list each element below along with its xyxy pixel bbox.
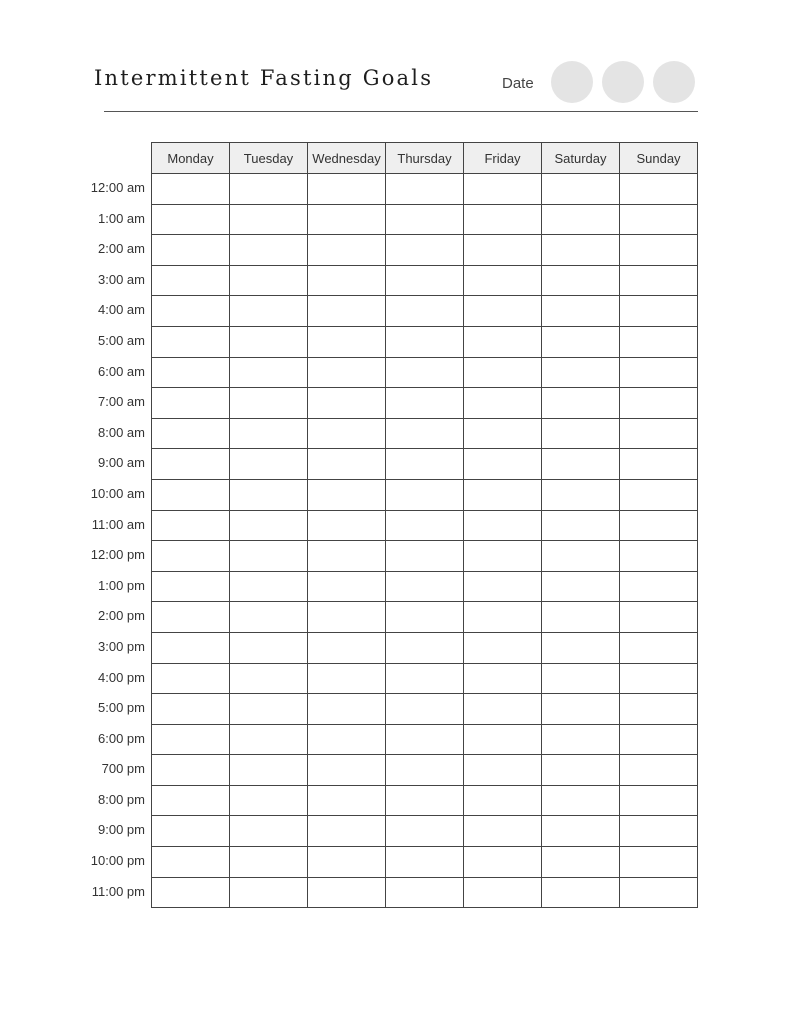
time-label: 1:00 pm bbox=[98, 577, 145, 593]
hour-cell-sunday[interactable] bbox=[620, 663, 698, 694]
hour-cell-sunday[interactable] bbox=[620, 296, 698, 327]
hour-row bbox=[152, 663, 698, 694]
hour-row bbox=[152, 632, 698, 663]
hour-cell-friday[interactable] bbox=[464, 174, 542, 205]
hour-cell-friday[interactable] bbox=[464, 204, 542, 235]
hour-cell-tuesday[interactable] bbox=[230, 632, 308, 663]
hour-cell-tuesday[interactable] bbox=[230, 816, 308, 847]
hour-cell-monday[interactable] bbox=[152, 847, 230, 878]
time-label: 3:00 pm bbox=[98, 638, 145, 654]
hour-row bbox=[152, 265, 698, 296]
hour-cell-sunday[interactable] bbox=[620, 265, 698, 296]
hour-cell-thursday[interactable] bbox=[386, 479, 464, 510]
hour-cell-friday[interactable] bbox=[464, 694, 542, 725]
hour-row bbox=[152, 479, 698, 510]
hour-cell-saturday[interactable] bbox=[542, 571, 620, 602]
hour-cell-thursday[interactable] bbox=[386, 694, 464, 725]
time-label: 9:00 am bbox=[98, 455, 145, 471]
time-label: 11:00 am bbox=[91, 516, 145, 532]
hour-cell-friday[interactable] bbox=[464, 449, 542, 480]
hour-cell-saturday[interactable] bbox=[542, 449, 620, 480]
hour-cell-saturday[interactable] bbox=[542, 326, 620, 357]
hour-cell-tuesday[interactable] bbox=[230, 235, 308, 266]
hour-cell-monday[interactable] bbox=[152, 632, 230, 663]
hour-row bbox=[152, 847, 698, 878]
hour-cell-monday[interactable] bbox=[152, 602, 230, 633]
hour-cell-saturday[interactable] bbox=[542, 418, 620, 449]
hour-row bbox=[152, 816, 698, 847]
hour-cell-monday[interactable] bbox=[152, 571, 230, 602]
hour-row bbox=[152, 388, 698, 419]
time-label: 10:00 pm bbox=[90, 853, 145, 869]
page-title: Intermittent Fasting Goals bbox=[94, 66, 434, 90]
time-label: 1:00 am bbox=[98, 210, 145, 226]
hour-cell-monday[interactable] bbox=[152, 174, 230, 205]
hour-cell-saturday[interactable] bbox=[542, 174, 620, 205]
hour-cell-wednesday[interactable] bbox=[308, 571, 386, 602]
hour-cell-wednesday[interactable] bbox=[308, 755, 386, 786]
time-label: 6:00 am bbox=[98, 363, 145, 379]
hour-cell-wednesday[interactable] bbox=[308, 418, 386, 449]
hour-cell-sunday[interactable] bbox=[620, 602, 698, 633]
hour-cell-saturday[interactable] bbox=[542, 510, 620, 541]
hour-cell-tuesday[interactable] bbox=[230, 357, 308, 388]
hour-row bbox=[152, 571, 698, 602]
hour-cell-thursday[interactable] bbox=[386, 541, 464, 572]
time-label: 2:00 am bbox=[98, 241, 145, 257]
hour-cell-saturday[interactable] bbox=[542, 755, 620, 786]
hour-cell-sunday[interactable] bbox=[620, 877, 698, 908]
day-header-row bbox=[152, 143, 698, 174]
time-label: 4:00 pm bbox=[98, 669, 145, 685]
hour-row bbox=[152, 204, 698, 235]
hour-cell-thursday[interactable] bbox=[386, 755, 464, 786]
hour-cell-wednesday[interactable] bbox=[308, 388, 386, 419]
hour-cell-tuesday[interactable] bbox=[230, 296, 308, 327]
hour-cell-tuesday[interactable] bbox=[230, 847, 308, 878]
hour-row bbox=[152, 755, 698, 786]
hour-cell-sunday[interactable] bbox=[620, 449, 698, 480]
hour-cell-thursday[interactable] bbox=[386, 632, 464, 663]
hour-cell-wednesday[interactable] bbox=[308, 265, 386, 296]
hour-cell-monday[interactable] bbox=[152, 541, 230, 572]
hour-cell-friday[interactable] bbox=[464, 877, 542, 908]
hour-cell-wednesday[interactable] bbox=[308, 694, 386, 725]
hour-cell-sunday[interactable] bbox=[620, 326, 698, 357]
hour-cell-saturday[interactable] bbox=[542, 204, 620, 235]
hour-cell-wednesday[interactable] bbox=[308, 296, 386, 327]
hour-cell-thursday[interactable] bbox=[386, 816, 464, 847]
hour-cell-thursday[interactable] bbox=[386, 449, 464, 480]
hour-cell-saturday[interactable] bbox=[542, 847, 620, 878]
hour-cell-wednesday[interactable] bbox=[308, 663, 386, 694]
hour-row bbox=[152, 510, 698, 541]
hour-cell-thursday[interactable] bbox=[386, 296, 464, 327]
hour-cell-sunday[interactable] bbox=[620, 357, 698, 388]
hour-cell-thursday[interactable] bbox=[386, 724, 464, 755]
day-header-wednesday: Wednesday bbox=[308, 143, 386, 174]
time-label: 8:00 am bbox=[98, 424, 145, 440]
hour-cell-friday[interactable] bbox=[464, 265, 542, 296]
hour-cell-friday[interactable] bbox=[464, 785, 542, 816]
hour-cell-tuesday[interactable] bbox=[230, 571, 308, 602]
hour-row bbox=[152, 296, 698, 327]
hour-cell-tuesday[interactable] bbox=[230, 785, 308, 816]
hour-cell-tuesday[interactable] bbox=[230, 479, 308, 510]
time-label: 10:00 am bbox=[90, 485, 145, 501]
hour-cell-thursday[interactable] bbox=[386, 877, 464, 908]
hour-cell-sunday[interactable] bbox=[620, 847, 698, 878]
time-label: 700 pm bbox=[101, 761, 145, 777]
hour-cell-thursday[interactable] bbox=[386, 571, 464, 602]
day-header-saturday: Saturday bbox=[542, 143, 620, 174]
hour-cell-thursday[interactable] bbox=[386, 357, 464, 388]
hour-row bbox=[152, 541, 698, 572]
hour-cell-monday[interactable] bbox=[152, 204, 230, 235]
hour-cell-friday[interactable] bbox=[464, 724, 542, 755]
hour-cell-saturday[interactable] bbox=[542, 541, 620, 572]
hour-cell-saturday[interactable] bbox=[542, 602, 620, 633]
day-header-sunday: Sunday bbox=[620, 143, 698, 174]
time-label: 3:00 am bbox=[98, 271, 145, 287]
hour-cell-monday[interactable] bbox=[152, 357, 230, 388]
hour-cell-tuesday[interactable] bbox=[230, 602, 308, 633]
hour-cell-monday[interactable] bbox=[152, 877, 230, 908]
hour-cell-saturday[interactable] bbox=[542, 388, 620, 419]
hour-cell-wednesday[interactable] bbox=[308, 326, 386, 357]
hour-cell-tuesday[interactable] bbox=[230, 388, 308, 419]
time-label: 9:00 pm bbox=[98, 822, 145, 838]
hour-cell-tuesday[interactable] bbox=[230, 877, 308, 908]
hour-cell-saturday[interactable] bbox=[542, 632, 620, 663]
hour-cell-thursday[interactable] bbox=[386, 388, 464, 419]
hour-cell-wednesday[interactable] bbox=[308, 632, 386, 663]
hour-row bbox=[152, 785, 698, 816]
hour-cell-wednesday[interactable] bbox=[308, 816, 386, 847]
hour-cell-friday[interactable] bbox=[464, 816, 542, 847]
hour-cell-friday[interactable] bbox=[464, 755, 542, 786]
time-label: 11:00 pm bbox=[91, 883, 145, 899]
hour-cell-sunday[interactable] bbox=[620, 510, 698, 541]
hour-cell-thursday[interactable] bbox=[386, 418, 464, 449]
hour-cell-sunday[interactable] bbox=[620, 541, 698, 572]
hour-cell-wednesday[interactable] bbox=[308, 204, 386, 235]
hour-cell-wednesday[interactable] bbox=[308, 510, 386, 541]
hour-row bbox=[152, 326, 698, 357]
hour-cell-thursday[interactable] bbox=[386, 235, 464, 266]
hour-cell-friday[interactable] bbox=[464, 357, 542, 388]
hour-cell-wednesday[interactable] bbox=[308, 235, 386, 266]
time-label: 12:00 am bbox=[90, 180, 145, 195]
date-circle-1[interactable] bbox=[551, 61, 593, 103]
hour-cell-sunday[interactable] bbox=[620, 204, 698, 235]
hour-cell-monday[interactable] bbox=[152, 265, 230, 296]
hour-cell-sunday[interactable] bbox=[620, 388, 698, 419]
hour-row bbox=[152, 357, 698, 388]
hour-cell-monday[interactable] bbox=[152, 235, 230, 266]
hour-cell-wednesday[interactable] bbox=[308, 602, 386, 633]
hour-cell-wednesday[interactable] bbox=[308, 541, 386, 572]
hour-cell-wednesday[interactable] bbox=[308, 449, 386, 480]
hour-cell-monday[interactable] bbox=[152, 510, 230, 541]
hour-cell-tuesday[interactable] bbox=[230, 510, 308, 541]
time-label: 6:00 pm bbox=[98, 730, 145, 746]
hour-cell-saturday[interactable] bbox=[542, 785, 620, 816]
hour-cell-friday[interactable] bbox=[464, 571, 542, 602]
time-label-column bbox=[60, 173, 145, 907]
hour-cell-wednesday[interactable] bbox=[308, 724, 386, 755]
fasting-grid bbox=[151, 142, 698, 908]
hour-row bbox=[152, 724, 698, 755]
hour-cell-friday[interactable] bbox=[464, 632, 542, 663]
hour-cell-tuesday[interactable] bbox=[230, 449, 308, 480]
hour-cell-saturday[interactable] bbox=[542, 479, 620, 510]
hour-cell-sunday[interactable] bbox=[620, 235, 698, 266]
hour-cell-tuesday[interactable] bbox=[230, 174, 308, 205]
day-header-thursday: Thursday bbox=[386, 143, 464, 174]
time-label: 2:00 pm bbox=[98, 608, 145, 624]
hour-cell-thursday[interactable] bbox=[386, 785, 464, 816]
hour-row bbox=[152, 694, 698, 725]
hour-cell-tuesday[interactable] bbox=[230, 755, 308, 786]
hour-cell-wednesday[interactable] bbox=[308, 479, 386, 510]
hour-cell-monday[interactable] bbox=[152, 816, 230, 847]
hour-cell-monday[interactable] bbox=[152, 755, 230, 786]
hour-cell-tuesday[interactable] bbox=[230, 724, 308, 755]
hour-row bbox=[152, 174, 698, 205]
hour-cell-monday[interactable] bbox=[152, 694, 230, 725]
grid-body bbox=[152, 174, 698, 908]
hour-row bbox=[152, 602, 698, 633]
hour-cell-monday[interactable] bbox=[152, 326, 230, 357]
hour-cell-tuesday[interactable] bbox=[230, 418, 308, 449]
hour-cell-wednesday[interactable] bbox=[308, 785, 386, 816]
time-label: 4:00 am bbox=[98, 302, 145, 318]
hour-cell-saturday[interactable] bbox=[542, 816, 620, 847]
hour-cell-friday[interactable] bbox=[464, 663, 542, 694]
hour-cell-sunday[interactable] bbox=[620, 479, 698, 510]
hour-cell-sunday[interactable] bbox=[620, 816, 698, 847]
hour-cell-saturday[interactable] bbox=[542, 265, 620, 296]
hour-cell-wednesday[interactable] bbox=[308, 357, 386, 388]
time-label: 12:00 pm bbox=[90, 547, 145, 563]
hour-cell-friday[interactable] bbox=[464, 418, 542, 449]
hour-cell-tuesday[interactable] bbox=[230, 541, 308, 572]
hour-cell-friday[interactable] bbox=[464, 510, 542, 541]
date-circle-3[interactable] bbox=[653, 61, 695, 103]
hour-cell-friday[interactable] bbox=[464, 847, 542, 878]
hour-cell-wednesday[interactable] bbox=[308, 847, 386, 878]
hour-cell-wednesday[interactable] bbox=[308, 877, 386, 908]
hour-cell-sunday[interactable] bbox=[620, 632, 698, 663]
hour-cell-friday[interactable] bbox=[464, 602, 542, 633]
hour-cell-thursday[interactable] bbox=[386, 663, 464, 694]
hour-cell-monday[interactable] bbox=[152, 449, 230, 480]
date-circle-2[interactable] bbox=[602, 61, 644, 103]
time-label: 5:00 pm bbox=[98, 700, 145, 716]
hour-cell-saturday[interactable] bbox=[542, 235, 620, 266]
hour-cell-monday[interactable] bbox=[152, 724, 230, 755]
hour-cell-monday[interactable] bbox=[152, 388, 230, 419]
hour-cell-sunday[interactable] bbox=[620, 694, 698, 725]
hour-cell-sunday[interactable] bbox=[620, 174, 698, 205]
hour-row bbox=[152, 235, 698, 266]
title-divider bbox=[104, 111, 698, 112]
day-header-tuesday: Tuesday bbox=[230, 143, 308, 174]
hour-cell-thursday[interactable] bbox=[386, 326, 464, 357]
hour-cell-thursday[interactable] bbox=[386, 174, 464, 205]
hour-cell-sunday[interactable] bbox=[620, 724, 698, 755]
date-label: Date bbox=[502, 75, 534, 92]
hour-cell-friday[interactable] bbox=[464, 326, 542, 357]
hour-cell-friday[interactable] bbox=[464, 541, 542, 572]
hour-cell-saturday[interactable] bbox=[542, 296, 620, 327]
hour-cell-friday[interactable] bbox=[464, 479, 542, 510]
hour-cell-thursday[interactable] bbox=[386, 847, 464, 878]
hour-cell-saturday[interactable] bbox=[542, 357, 620, 388]
hour-cell-thursday[interactable] bbox=[386, 510, 464, 541]
hour-cell-monday[interactable] bbox=[152, 418, 230, 449]
hour-cell-tuesday[interactable] bbox=[230, 204, 308, 235]
hour-cell-tuesday[interactable] bbox=[230, 265, 308, 296]
hour-cell-sunday[interactable] bbox=[620, 785, 698, 816]
hour-cell-friday[interactable] bbox=[464, 388, 542, 419]
hour-cell-thursday[interactable] bbox=[386, 602, 464, 633]
hour-cell-sunday[interactable] bbox=[620, 755, 698, 786]
hour-cell-saturday[interactable] bbox=[542, 877, 620, 908]
hour-cell-wednesday[interactable] bbox=[308, 174, 386, 205]
hour-cell-friday[interactable] bbox=[464, 235, 542, 266]
hour-cell-thursday[interactable] bbox=[386, 265, 464, 296]
hour-cell-saturday[interactable] bbox=[542, 663, 620, 694]
time-label: 8:00 pm bbox=[98, 791, 145, 807]
day-header-friday: Friday bbox=[464, 143, 542, 174]
hour-row bbox=[152, 877, 698, 908]
hour-cell-tuesday[interactable] bbox=[230, 326, 308, 357]
hour-cell-thursday[interactable] bbox=[386, 204, 464, 235]
hour-cell-monday[interactable] bbox=[152, 296, 230, 327]
hour-cell-monday[interactable] bbox=[152, 785, 230, 816]
hour-cell-monday[interactable] bbox=[152, 663, 230, 694]
hour-cell-tuesday[interactable] bbox=[230, 663, 308, 694]
time-label: 7:00 am bbox=[98, 394, 145, 410]
hour-row bbox=[152, 449, 698, 480]
day-header-monday: Monday bbox=[152, 143, 230, 174]
hour-cell-sunday[interactable] bbox=[620, 418, 698, 449]
hour-cell-sunday[interactable] bbox=[620, 571, 698, 602]
hour-cell-saturday[interactable] bbox=[542, 694, 620, 725]
hour-cell-saturday[interactable] bbox=[542, 724, 620, 755]
hour-cell-monday[interactable] bbox=[152, 479, 230, 510]
hour-cell-tuesday[interactable] bbox=[230, 694, 308, 725]
hour-row bbox=[152, 418, 698, 449]
hour-cell-friday[interactable] bbox=[464, 296, 542, 327]
time-label: 5:00 am bbox=[98, 332, 145, 348]
